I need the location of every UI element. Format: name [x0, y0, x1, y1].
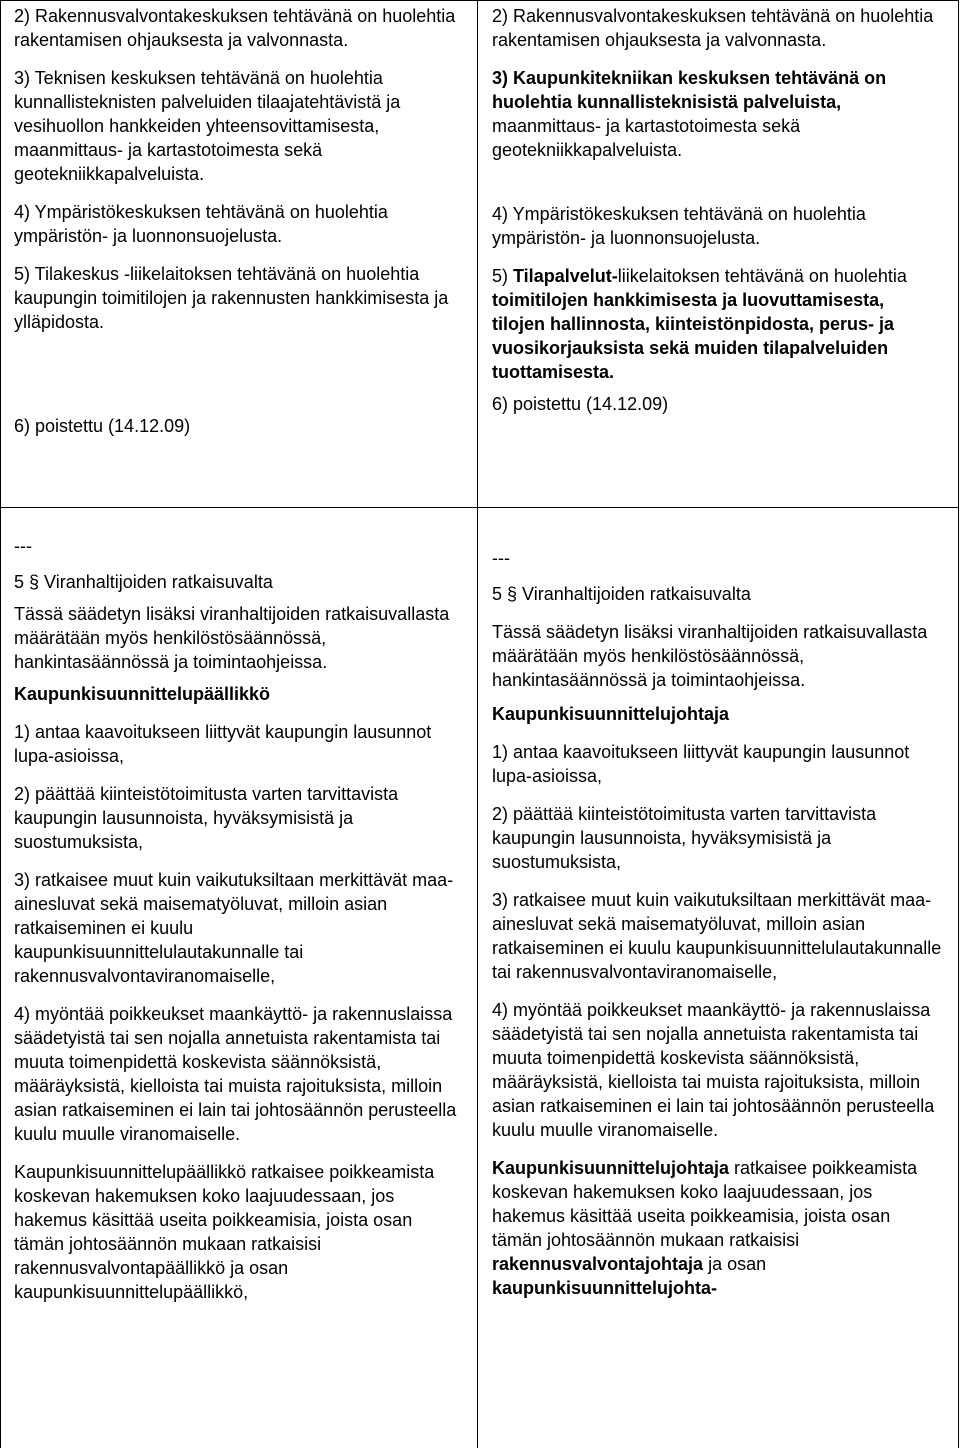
- right-duty-3: 3) ratkaisee muut kuin vaikutuksiltaan merkittävät maa-ainesluvat sekä maisematyöluvat, milloin asian ratkaiseminen ei kuulu kaupunkisuunnittelulautakunnalle tai rakennusvalvontaviranomaiselle,: [492, 890, 942, 982]
- right-closing-text-2: ja osan: [703, 1254, 767, 1274]
- left-closing: Kaupunkisuunnittelupäällikkö ratkaisee poikkeamista koskevan hakemuksen koko laajuudessaan, jos hakemus käsittää useita poikkeamisia, joista osan tämän johtosäännön mukaan ratkaisisi rakennusvalvontapäällikkö ja osan kaupunkisuunnittelupäällikkö,: [14, 1162, 435, 1302]
- left-duty-4: 4) myöntää poikkeukset maankäyttö- ja rakennuslaissa säädetyistä tai sen nojalla annetuista rakentamista tai muuta toimenpidettä koskevista säännöksistä, määräyksistä, kielloista tai muista rajoituksista, milloin asian ratkaiseminen ei lain tai johtosäännön perusteella kuulu muulle viranomaiselle.: [14, 1004, 457, 1144]
- right-item-6: 6) poistettu (14.12.09): [492, 394, 669, 414]
- left-section-title: 5 § Viranhaltijoiden ratkaisuvalta: [14, 572, 273, 592]
- left-item-4: 4) Ympäristökeskuksen tehtävänä on huolehtia ympäristön- ja luonnonsuojelusta.: [14, 202, 388, 246]
- right-item-5-bold: toimitilojen hankkimisesta ja luovuttamisesta, tilojen hallinnosta, kiinteistönpidosta, perus- ja vuosikorjauksista sekä muiden tilapalveluiden tuottamisesta.: [492, 290, 895, 382]
- row-divider: [0, 507, 959, 508]
- left-intro: Tässä säädetyn lisäksi viranhaltijoiden ratkaisuvallasta määrätään myös henkilöstösäännössä, hankintasäännössä ja toimintaohjeissa.: [14, 604, 450, 672]
- left-item-3: 3) Teknisen keskuksen tehtävänä on huolehtia kunnallisteknisten palveluiden tilaajatehtävistä ja vesihuollon hankkeiden yhteensovittamisesta, maanmittaus- ja kartastotoimesta sekä geotekniikkapalveluista.: [14, 68, 401, 184]
- top-border: [0, 0, 959, 1]
- left-duty-3: 3) ratkaisee muut kuin vaikutuksiltaan merkittävät maa-ainesluvat sekä maisematyöluvat, milloin asian ratkaiseminen ei kuulu kaupunkisuunnittelulautakunnalle tai rakennusvalvontaviranomaiselle,: [14, 870, 454, 986]
- right-duty-4: 4) myöntää poikkeukset maankäyttö- ja rakennuslaissa säädetyistä tai sen nojalla annetuista rakentamista tai muuta toimenpidettä koskevista säännöksistä, määräyksistä, kielloista tai muista rajoituksista, milloin asian ratkaiseminen ei lain tai johtosäännön perusteella kuulu muulle viranomaiselle.: [492, 1000, 935, 1140]
- left-duty-1: 1) antaa kaavoitukseen liittyvät kaupungin lausunnot lupa-asioissa,: [14, 722, 432, 766]
- center-border: [477, 0, 478, 1448]
- right-duty-2: 2) päättää kiinteistötoimitusta varten tarvittavista kaupungin lausunnoista, hyväksymisistä ja suostumuksista,: [492, 804, 877, 872]
- right-intro: Tässä säädetyn lisäksi viranhaltijoiden ratkaisuvallasta määrätään myös henkilöstösäännössä, hankintasäännössä ja toimintaohjeissa.: [492, 622, 928, 690]
- left-item-5: 5) Tilakeskus -liikelaitoksen tehtävänä on huolehtia kaupungin toimitilojen ja rakennusten hankkimisesta ja ylläpidosta.: [14, 264, 449, 332]
- right-item-5: [492, 264, 942, 384]
- right-closing-role-2: rakennusvalvontajohtaja: [492, 1254, 704, 1274]
- right-top-cell: [492, 4, 942, 430]
- left-separator: ---: [14, 536, 32, 556]
- right-bottom-cell: [492, 546, 942, 1300]
- left-top-cell: [14, 4, 462, 452]
- left-bottom-cell: [14, 534, 462, 1304]
- right-duty-1: 1) antaa kaavoitukseen liittyvät kaupungin lausunnot lupa-asioissa,: [492, 742, 910, 786]
- right-item-5-num: 5): [492, 266, 514, 286]
- right-item-3-bold: 3) Kaupunkitekniikan keskuksen tehtävänä on huolehtia kunnallisteknisistä palveluista,: [492, 68, 887, 112]
- right-closing-role-3: kaupunkisuunnittelujohta-: [492, 1278, 717, 1298]
- left-duty-2: 2) päättää kiinteistötoimitusta varten tarvittavista kaupungin lausunnoista, hyväksymisistä ja suostumuksista,: [14, 784, 399, 852]
- left-item-6: 6) poistettu (14.12.09): [14, 416, 191, 436]
- right-item-2: 2) Rakennusvalvontakeskuksen tehtävänä on huolehtia rakentamisen ohjauksesta ja valvonnasta.: [492, 6, 934, 50]
- right-item-5-text: liikelaitoksen tehtävänä on huolehtia: [617, 266, 907, 286]
- right-closing-role: Kaupunkisuunnittelujohtaja: [492, 1158, 729, 1178]
- right-section-title: 5 § Viranhaltijoiden ratkaisuvalta: [492, 584, 751, 604]
- left-role-heading: Kaupunkisuunnittelupäällikkö: [14, 684, 271, 704]
- right-closing: [492, 1156, 942, 1300]
- right-item-5-name: Tilapalvelut-: [513, 266, 618, 286]
- right-item-3: [492, 66, 942, 162]
- right-item-4: 4) Ympäristökeskuksen tehtävänä on huolehtia ympäristön- ja luonnonsuojelusta.: [492, 204, 866, 248]
- right-role-heading: Kaupunkisuunnittelujohtaja: [492, 704, 729, 724]
- right-closing-text-1: ratkaisee poikkeamista koskevan hakemuksen koko laajuudessaan, jos hakemus käsittää useita poikkeamisia, joista osan tämän johtosäännön mukaan ratkaisisi: [492, 1158, 918, 1250]
- right-separator: ---: [492, 548, 510, 568]
- left-item-2: 2) Rakennusvalvontakeskuksen tehtävänä on huolehtia rakentamisen ohjauksesta ja valvonnasta.: [14, 6, 456, 50]
- right-item-3-rest: maanmittaus- ja kartastotoimesta sekä geotekniikkapalveluista.: [492, 116, 801, 160]
- right-border: [958, 0, 959, 1448]
- left-border: [0, 0, 1, 1448]
